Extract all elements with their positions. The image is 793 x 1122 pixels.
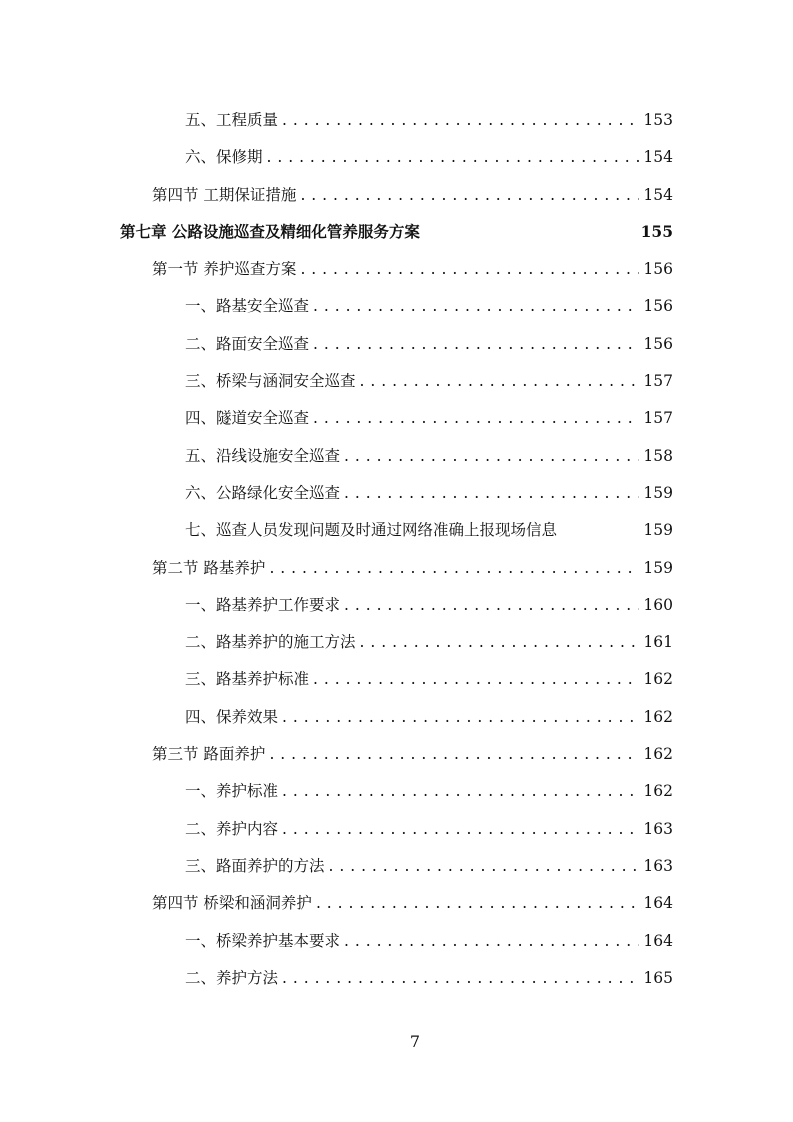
- toc-entry-page: 162: [643, 670, 673, 689]
- toc-entry-title: 七、巡查人员发现问题及时通过网络准确上报现场信息: [185, 521, 558, 540]
- toc-entry-page: 158: [643, 446, 673, 465]
- toc-entry[interactable]: [0, 664, 793, 701]
- toc-entry[interactable]: [0, 105, 793, 142]
- toc-entry-title: 一、养护标准: [185, 782, 279, 801]
- toc-entry[interactable]: [0, 291, 793, 328]
- toc-entry[interactable]: [0, 180, 793, 217]
- dot-leader: [267, 142, 640, 172]
- toc-entry[interactable]: [0, 254, 793, 291]
- toc-entry-page: 162: [643, 707, 673, 726]
- toc-entry[interactable]: [0, 142, 793, 179]
- toc-entry-page: 161: [643, 633, 673, 652]
- toc-entry[interactable]: [0, 553, 793, 590]
- toc-entry[interactable]: [0, 963, 793, 1000]
- dot-leader: [316, 888, 639, 918]
- dot-leader: [329, 851, 640, 881]
- toc-entry-title: 二、养护内容: [185, 819, 279, 838]
- toc-entry[interactable]: [0, 851, 793, 888]
- toc-entry-title: 第三节 路面养护: [152, 745, 266, 764]
- dot-leader: [344, 478, 639, 508]
- toc-entry[interactable]: [0, 403, 793, 440]
- dot-leader: [300, 180, 639, 210]
- toc-entry-page: 160: [643, 595, 673, 614]
- toc-entry[interactable]: [0, 739, 793, 776]
- toc-entry[interactable]: [0, 478, 793, 515]
- toc-entry-page: 156: [643, 334, 673, 353]
- dot-leader: [313, 403, 639, 433]
- dot-leader: [282, 814, 639, 844]
- dot-leader: [313, 329, 639, 359]
- toc-entry-title: 一、路基安全巡查: [185, 297, 310, 316]
- toc-entry-title: 五、工程质量: [185, 111, 279, 129]
- toc-entry-title: 第四节 桥梁和涵洞养护: [152, 894, 312, 913]
- toc-entry[interactable]: [0, 441, 793, 478]
- toc-entry-page: 164: [643, 894, 673, 913]
- toc-entry-title: 五、沿线设施安全巡查: [185, 446, 341, 465]
- toc-entry-title: 第二节 路基养护: [152, 558, 266, 577]
- toc-entry-page: 157: [643, 372, 673, 391]
- toc-entry-page: 164: [643, 931, 673, 950]
- table-of-contents: [0, 105, 793, 1000]
- toc-entry-page: 159: [643, 558, 673, 577]
- toc-entry-title: 六、公路绿化安全巡查: [185, 483, 341, 502]
- dot-leader: [282, 963, 639, 993]
- toc-entry-title: 一、桥梁养护基本要求: [185, 931, 341, 950]
- toc-entry-title: 第一节 养护巡查方案: [152, 260, 297, 279]
- toc-entry-page: 154: [643, 148, 673, 167]
- dot-leader: [282, 105, 639, 135]
- page-number: 7: [409, 1032, 421, 1051]
- toc-entry-page: 163: [643, 819, 673, 838]
- toc-entry-title: 三、路面养护的方法: [185, 856, 325, 875]
- toc-entry-page: 165: [643, 968, 673, 987]
- toc-entry[interactable]: [0, 217, 793, 254]
- dot-leader: [269, 553, 639, 583]
- toc-entry-page: 159: [643, 483, 673, 502]
- toc-entry-title: 三、路基养护标准: [185, 670, 310, 689]
- toc-entry-title: 二、养护方法: [185, 968, 279, 987]
- toc-entry-page: 156: [643, 297, 673, 316]
- dot-leader: [344, 926, 639, 956]
- toc-entry-page: 162: [643, 745, 673, 764]
- toc-entry[interactable]: [0, 329, 793, 366]
- toc-entry[interactable]: [0, 926, 793, 963]
- toc-entry-page: 153: [643, 111, 673, 129]
- toc-entry[interactable]: [0, 366, 793, 403]
- dot-leader: [360, 366, 640, 396]
- toc-entry-title: 六、保修期: [185, 148, 263, 167]
- dot-leader: [282, 776, 639, 806]
- toc-entry-page: 157: [643, 409, 673, 428]
- toc-entry[interactable]: [0, 702, 793, 739]
- toc-entry[interactable]: [0, 627, 793, 664]
- dot-leader: [313, 664, 639, 694]
- toc-entry-title: 四、保养效果: [185, 707, 279, 726]
- toc-entry-title: 第七章 公路设施巡查及精细化管养服务方案: [120, 222, 420, 241]
- toc-entry-title: 第四节 工期保证措施: [152, 185, 297, 204]
- dot-leader: [269, 739, 639, 769]
- toc-entry[interactable]: [0, 814, 793, 851]
- toc-entry-page: 162: [643, 782, 673, 801]
- dot-leader: [300, 254, 639, 284]
- toc-entry-title: 二、路面安全巡查: [185, 334, 310, 353]
- toc-entry-page: 156: [643, 260, 673, 279]
- toc-entry-page: 155: [640, 221, 673, 241]
- dot-leader: [282, 702, 639, 732]
- toc-entry[interactable]: [0, 515, 793, 552]
- toc-entry[interactable]: [0, 776, 793, 813]
- dot-leader: [313, 291, 639, 321]
- toc-entry-title: 三、桥梁与涵洞安全巡查: [185, 372, 356, 391]
- toc-entry-title: 二、路基养护的施工方法: [185, 633, 356, 652]
- dot-leader: [360, 627, 640, 657]
- dot-leader: [344, 590, 639, 620]
- toc-entry-title: 一、路基养护工作要求: [185, 595, 341, 614]
- toc-entry-page: 163: [643, 856, 673, 875]
- toc-entry[interactable]: [0, 590, 793, 627]
- dot-leader: [344, 441, 639, 471]
- toc-entry-title: 四、隧道安全巡查: [185, 409, 310, 428]
- toc-entry[interactable]: [0, 888, 793, 925]
- toc-entry-page: 154: [643, 185, 673, 204]
- toc-entry-page: 159: [643, 521, 673, 540]
